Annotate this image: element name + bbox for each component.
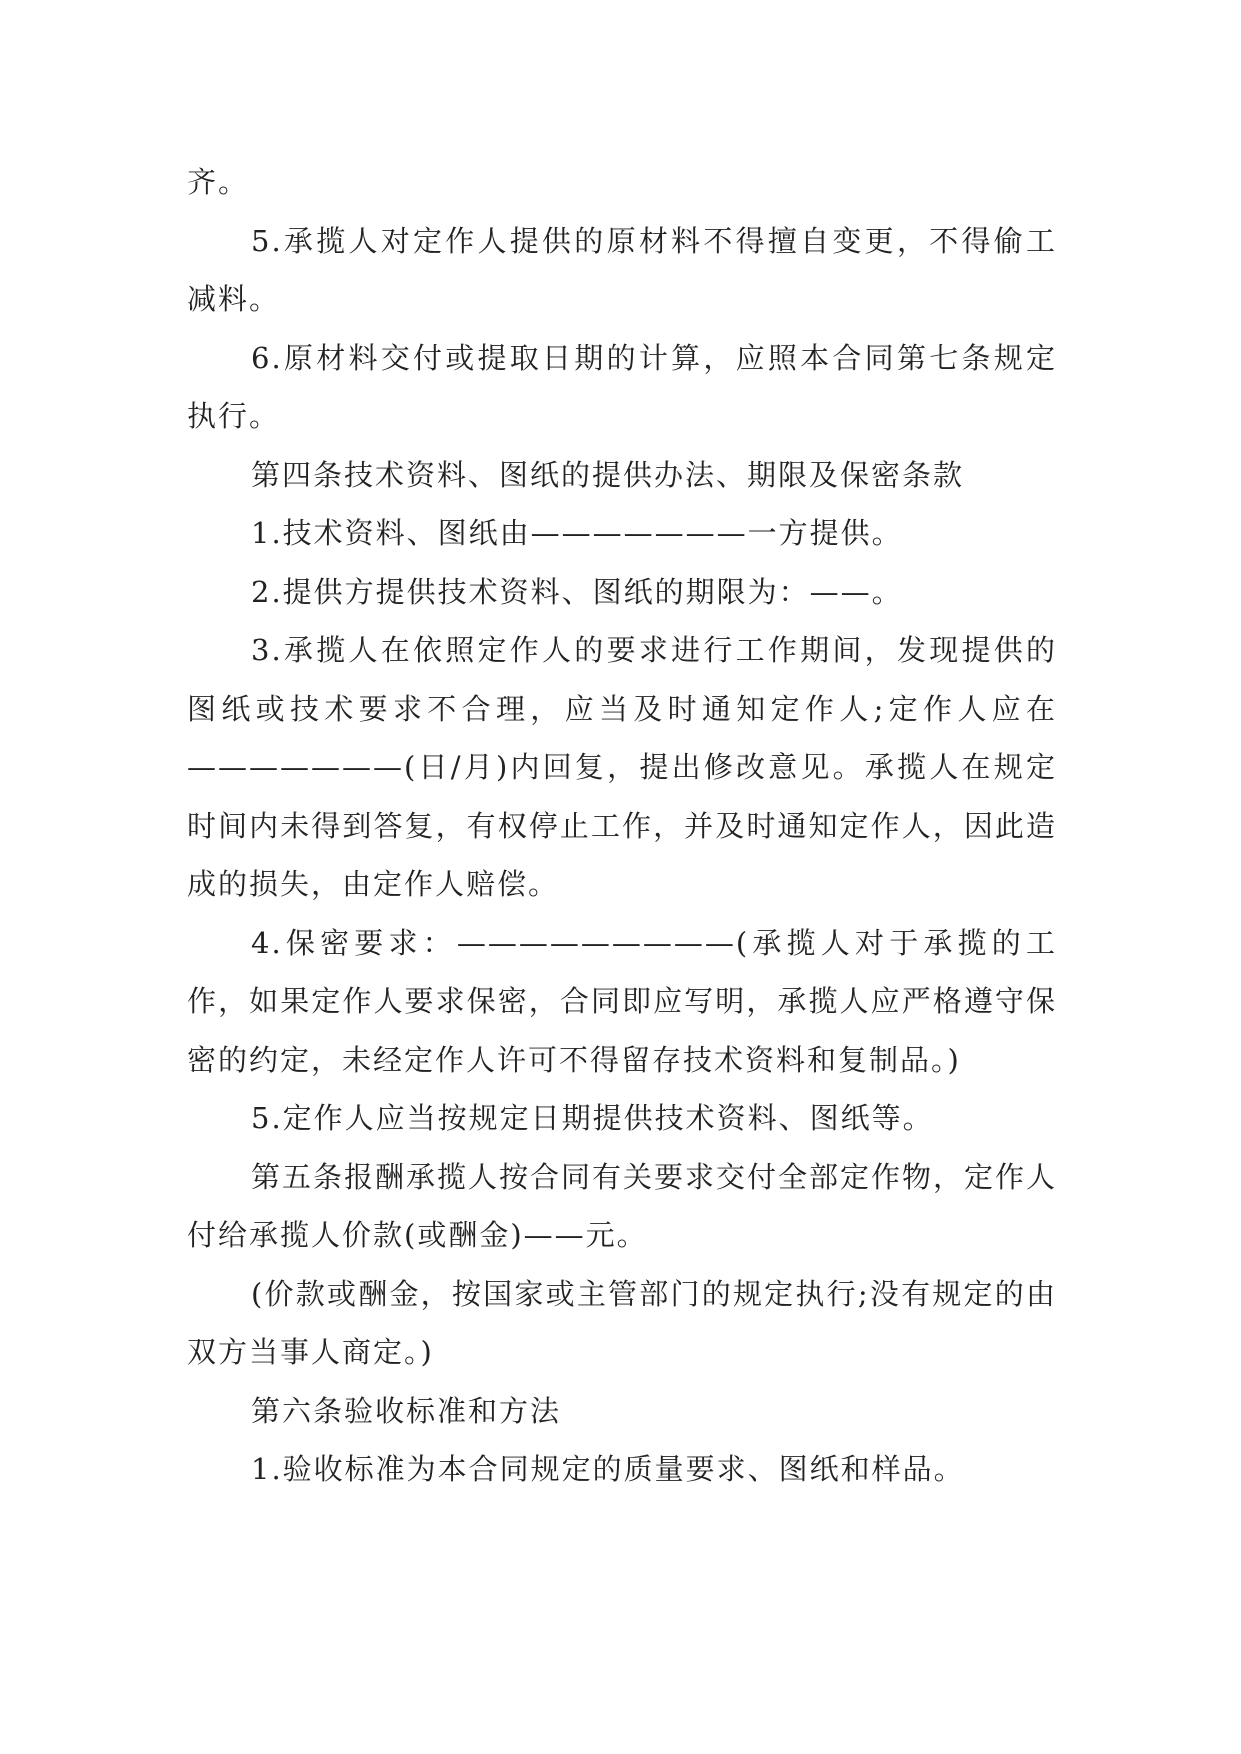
paragraph-remuneration-note: (价款或酬金，按国家或主管部门的规定执行;没有规定的由双方当事人商定。) [187, 1276, 1057, 1369]
paragraph-item-6-date-calculation: 6.原材料交付或提取日期的计算，应照本合同第七条规定执行。 [187, 340, 1057, 433]
paragraph-continuation: 齐。 [187, 165, 250, 199]
paragraph-item-1-provider: 1.技术资料、图纸由———————一方提供。 [251, 516, 903, 550]
paragraph-item-5-provide-documents: 5.定作人应当按规定日期提供技术资料、图纸等。 [251, 1101, 934, 1135]
paragraph-item-2-deadline: 2.提供方提供技术资料、图纸的期限为：——。 [251, 574, 903, 609]
document-body [187, 153, 1057, 1499]
paragraph-item-4-confidentiality: 4.保密要求：—————————(承揽人对于承揽的工作，如果定作人要求保密，合同即应写明，承揽人应严格遵守保密的约定，未经定作人许可不得留存技术资料和复制品。) [187, 925, 1057, 1077]
article-6-heading: 第六条验收标准和方法 [251, 1393, 562, 1428]
paragraph-item-3-requirements: 3.承揽人在依照定作人的要求进行工作期间，发现提供的图纸或技术要求不合理，应当及时通知定作人;定作人应在———————(日/月)内回复，提出修改意见。承揽人在规定时间内未得到答复，有权停止工作，并及时通知定作人，因此造成的损失，由定作人赔偿。 [187, 633, 1057, 901]
article-4-heading: 第四条技术资料、图纸的提供办法、期限及保密条款 [251, 457, 965, 492]
paragraph-item-1-acceptance-standard: 1.验收标准为本合同规定的质量要求、图纸和样品。 [251, 1452, 965, 1486]
paragraph-item-5-materials: 5.承揽人对定作人提供的原材料不得擅自变更，不得偷工减料。 [187, 223, 1057, 316]
article-5-remuneration: 第五条报酬承揽人按合同有关要求交付全部定作物，定作人付给承揽人价款(或酬金)——元。 [187, 1159, 1058, 1252]
